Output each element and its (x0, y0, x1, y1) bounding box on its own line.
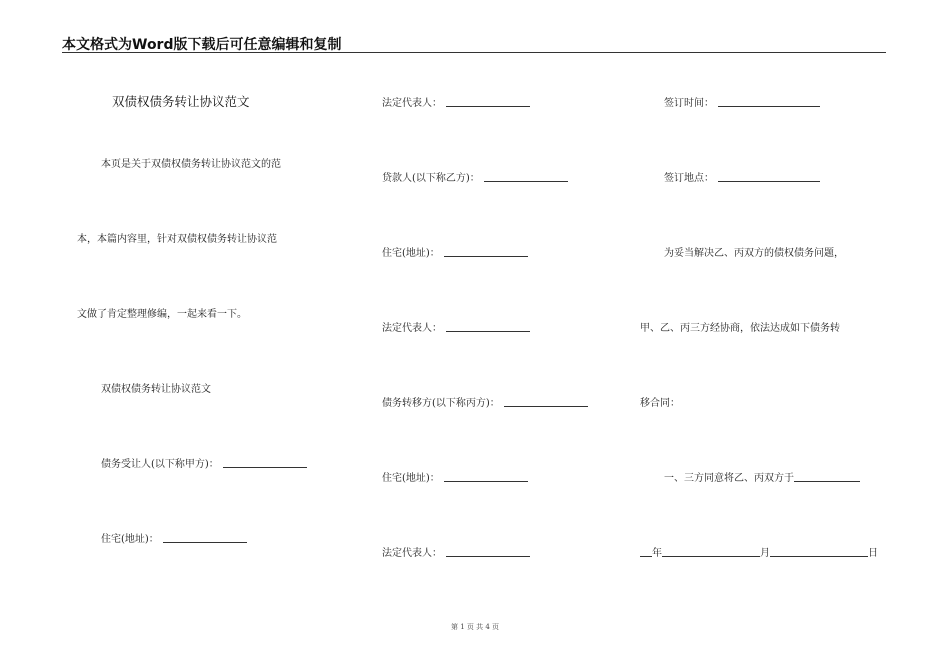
address-blank-2 (444, 246, 528, 257)
legal-rep-label-1: 法定代表人： (382, 98, 442, 109)
legal-rep-label-3: 法定代表人： (382, 548, 442, 559)
transferee-field (101, 455, 307, 470)
address-field (101, 530, 247, 545)
lender-label: 贷款人(以下称乙方)： (382, 173, 480, 184)
agreement-para-line-2: 甲、乙、丙三方经协商，依法达成如下债务转 (640, 323, 840, 334)
clause-1 (664, 469, 860, 484)
intro-line-3: 文做了肯定整理修编，一起来看一下。 (77, 309, 247, 320)
legal-rep-field-3 (382, 544, 530, 559)
page-footer: 第 1 页 共 4 页 (450, 623, 500, 631)
year-label: 年 (652, 548, 662, 559)
sign-place-label: 签订地点： (664, 173, 714, 184)
intro-line-2: 本，本篇内容里，针对双债权债务转让协议范 (77, 234, 277, 245)
sign-place-field (664, 169, 820, 184)
legal-rep-blank-3 (446, 546, 530, 557)
intro-line-1: 本页是关于双债权债务转让协议范文的范 (101, 159, 281, 170)
legal-rep-label-2: 法定代表人： (382, 323, 442, 334)
month-label: 月 (760, 548, 770, 559)
transferee-label: 债务受让人(以下称甲方)： (101, 459, 219, 470)
transferee-blank (223, 457, 307, 468)
address-blank-3 (444, 471, 528, 482)
clause-1-blank (794, 471, 860, 482)
header-title: 本文格式为Word版下载后可任意编辑和复制 (62, 37, 342, 53)
header-divider (62, 52, 886, 53)
day-blank (770, 546, 868, 557)
address-label-2: 住宅(地址)： (382, 248, 440, 259)
legal-rep-field-2 (382, 319, 530, 334)
sign-place-blank (718, 171, 820, 182)
sign-time-field (664, 94, 820, 109)
legal-rep-field-1 (382, 94, 530, 109)
date-line (640, 544, 878, 559)
agreement-para-line-3: 移合同： (640, 398, 680, 409)
transferor-field (382, 394, 588, 409)
document-subtitle: 双债权债务转让协议范文 (101, 384, 211, 395)
sign-time-blank (718, 96, 820, 107)
address-blank (163, 532, 247, 543)
address-label-3: 住宅(地址)： (382, 473, 440, 484)
day-label: 日 (868, 548, 878, 559)
transferor-label: 债务转移方(以下称丙方)： (382, 398, 500, 409)
month-blank (662, 546, 760, 557)
legal-rep-blank-1 (446, 96, 530, 107)
lender-field (382, 169, 568, 184)
address-label: 住宅(地址)： (101, 534, 159, 545)
agreement-para-line-1: 为妥当解决乙、丙双方的债权债务问题， (664, 248, 844, 259)
clause-1-text: 一、三方同意将乙、丙双方于 (664, 473, 794, 484)
document-title: 双债权债务转让协议范文 (112, 94, 250, 109)
year-blank (640, 546, 652, 557)
sign-time-label: 签订时间： (664, 98, 714, 109)
address-field-3 (382, 469, 528, 484)
transferor-blank (504, 396, 588, 407)
lender-blank (484, 171, 568, 182)
address-field-2 (382, 244, 528, 259)
legal-rep-blank-2 (446, 321, 530, 332)
